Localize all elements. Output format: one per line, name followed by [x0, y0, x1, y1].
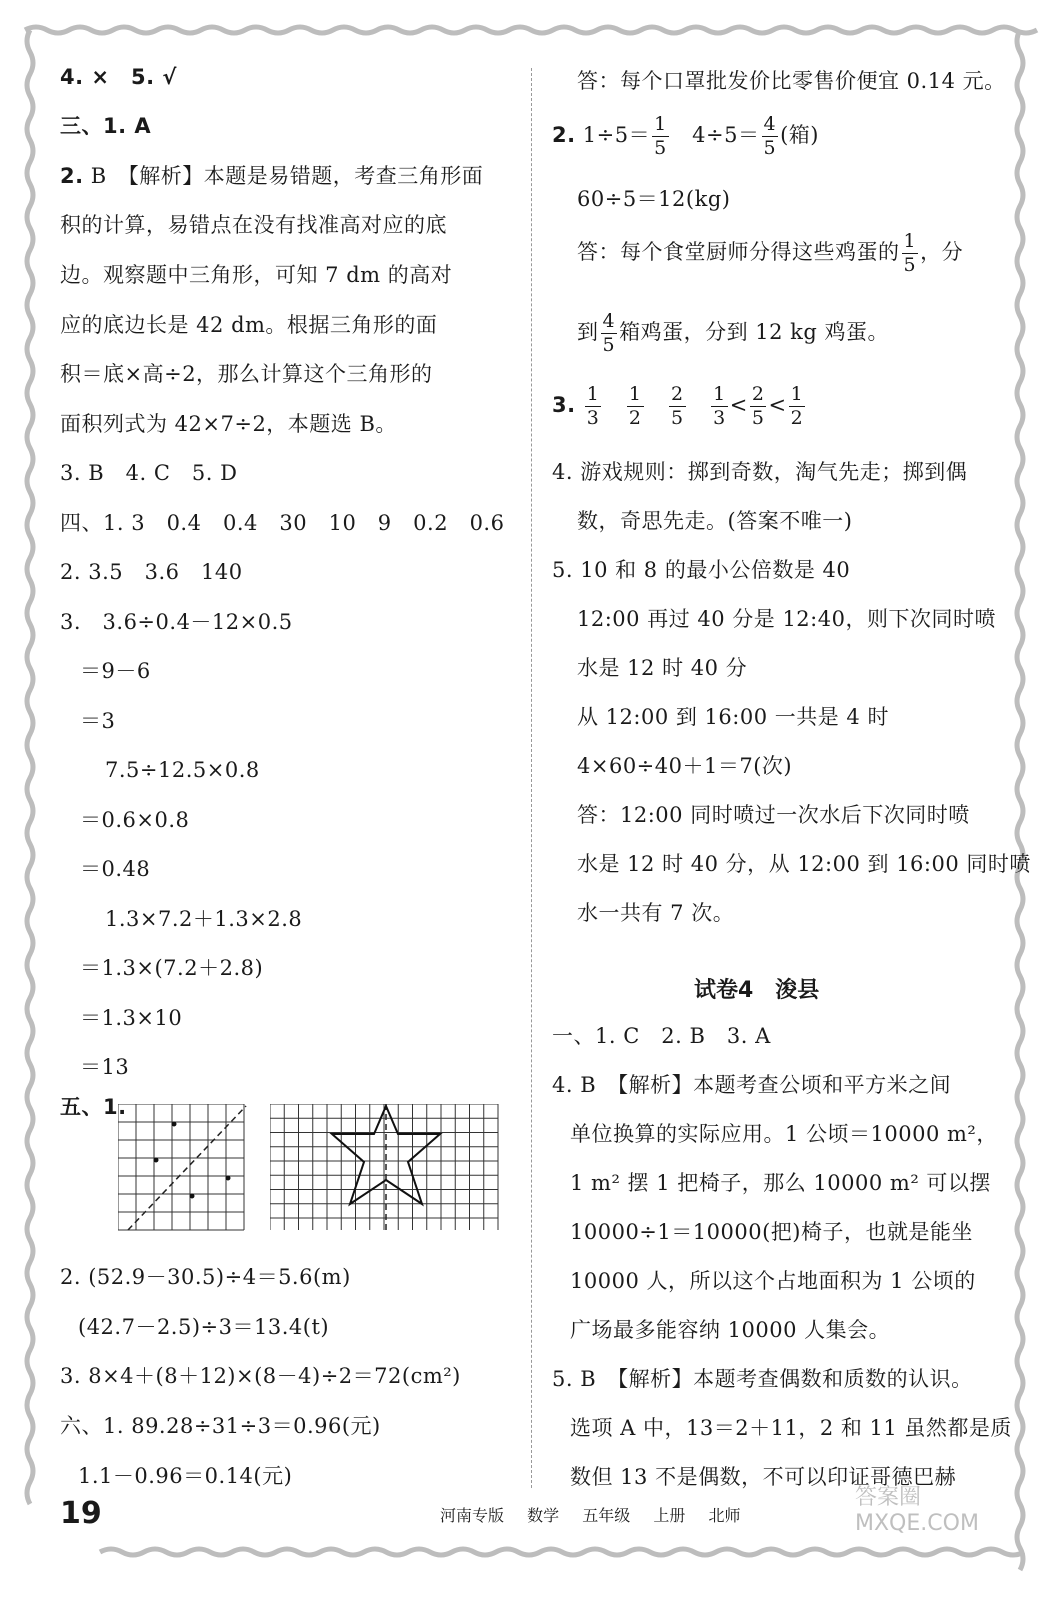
answer-line: 三、1. A: [60, 114, 152, 138]
footer-item: 五年级: [582, 1506, 631, 1525]
answer-line: 2. B 【解析】本题是易错题，考查三角形面: [60, 164, 484, 188]
calc-step: ＝0.6×0.8: [80, 808, 190, 832]
answer-line: 五、1.: [60, 1095, 127, 1119]
answer-line: 3. B 4. C 5. D: [60, 461, 238, 485]
answer-line: 应的底边长是 42 dm。根据三角形的面: [60, 313, 438, 337]
footer-item: 河南专版: [440, 1506, 505, 1525]
answer-line: 1.1－0.96＝0.14(元): [78, 1464, 293, 1488]
answer-line: (42.7－2.5)÷3＝13.4(t): [78, 1315, 330, 1339]
answer-line: 2. (52.9－30.5)÷4＝5.6(m): [60, 1265, 351, 1289]
calc-step: ＝0.48: [80, 857, 151, 881]
answer-line: 5. 10 和 8 的最小公倍数是 40: [552, 558, 851, 582]
star-grid-figure: [270, 1104, 500, 1234]
fraction: $\frac{1}{5}$: [903, 230, 917, 276]
answer-line: 60÷5＝12(kg): [577, 187, 731, 211]
answer-line: 2. 3.5 3.6 140: [60, 560, 243, 584]
answer-line: 水是 12 时 40 分，从 12:00 到 16:00 同时喷: [577, 852, 1031, 876]
answer-line: 单位换算的实际应用。1 公顷＝10000 m²，: [570, 1122, 998, 1146]
answer-line: 3. 3.6÷0.4－12×0.5: [60, 610, 293, 634]
answer-line: 水是 12 时 40 分: [577, 656, 748, 680]
answer-line: 数但 13 不是偶数，不可以印证哥德巴赫: [570, 1465, 957, 1489]
answer-line: 边。观察题中三角形，可知 7 dm 的高对: [60, 263, 453, 287]
answer-line: 广场最多能容纳 10000 人集会。: [570, 1318, 891, 1342]
answer-line: 答：每个食堂厨师分得这些鸡蛋的 $\frac{1}{5}$ ，分: [577, 230, 964, 276]
answer-line: 答：12:00 同时喷过一次水后下次同时喷: [577, 803, 970, 827]
calc-step: 7.5÷12.5×0.8: [105, 758, 260, 782]
page-number: 19: [60, 1496, 102, 1531]
answer-line: 面积列式为 42×7÷2，本题选 B。: [60, 412, 397, 436]
answer-line: 六、1. 89.28÷31÷3＝0.96(元): [60, 1414, 381, 1438]
fraction: $\frac{4}{5}$: [602, 310, 616, 356]
answer-line: 数，奇思先走。(答案不唯一): [577, 509, 853, 533]
answer-line: 选项 A 中，13＝2＋11，2 和 11 虽然都是质: [570, 1416, 1012, 1440]
answer-line: 到 $\frac{4}{5}$ 箱鸡蛋，分到 12 kg 鸡蛋。: [577, 310, 890, 356]
watermark-logo: 答案圈 MXQE.COM: [855, 1485, 979, 1536]
section-title: 试卷4 浚县: [694, 978, 820, 1003]
column-divider: [531, 68, 532, 1488]
answer-line: 4. B 【解析】本题考查公顷和平方米之间: [552, 1073, 952, 1097]
calc-step: ＝1.3×10: [80, 1006, 183, 1030]
fraction: $\frac{1}{5}$: [654, 113, 667, 159]
calc-step: ＝3: [80, 709, 116, 733]
answer-line: 10000 人，所以这个占地面积为 1 公顷的: [570, 1269, 976, 1293]
calc-step: ＝9－6: [80, 659, 151, 683]
answer-line: 答：每个口罩批发价比零售价便宜 0.14 元。: [577, 69, 1006, 93]
calc-step: ＝13: [80, 1055, 130, 1079]
footer-item: 数学: [527, 1506, 560, 1525]
footer-info: [440, 1503, 758, 1526]
answer-line: 4. × 5. √: [60, 65, 177, 89]
calc-step: ＝1.3×(7.2＋2.8): [80, 956, 264, 980]
answer-line: 4×60÷40＋1＝7(次): [577, 754, 793, 778]
answer-line: 3. $\frac{1}{3}$ $\frac{1}{2}$ $\frac{2}{5}$ $\frac{1}{3}$ < $\frac{2}{5}$ < $\frac{1}{2}$: [552, 383, 804, 429]
fraction: $\frac{4}{5}$: [763, 113, 777, 159]
footer-item: 上册: [653, 1506, 686, 1525]
answer-line: 5. B 【解析】本题考查偶数和质数的认识。: [552, 1367, 973, 1391]
answer-line: 从 12:00 到 16:00 一共是 4 时: [577, 705, 889, 729]
answer-line: 3. 8×4＋(8＋12)×(8－4)÷2＝72(cm²): [60, 1364, 461, 1388]
calc-step: 1.3×7.2＋1.3×2.8: [105, 907, 303, 931]
answer-line: 1 m² 摆 1 把椅子，那么 10000 m² 可以摆: [570, 1171, 991, 1195]
answer-line: 12:00 再过 40 分是 12:40，则下次同时喷: [577, 607, 996, 631]
answer-line: 10000÷1＝10000(把)椅子，也就是能坐: [570, 1220, 973, 1244]
answer-line: 4. 游戏规则：掷到奇数，淘气先走；掷到偶: [552, 460, 968, 484]
answer-line: 2. 1÷5＝ $\frac{1}{5}$ 4÷5＝ $\frac{4}{5}$ (箱): [552, 113, 819, 159]
answer-line: 水一共有 7 次。: [577, 901, 735, 925]
answer-line: 积的计算，易错点在没有找准高对应的底: [60, 213, 447, 237]
footer-item: 北师: [708, 1506, 741, 1525]
symmetry-grid-figure: [118, 1104, 248, 1234]
answer-line: 积＝底×高÷2，那么计算这个三角形的: [60, 362, 433, 386]
answer-line: 一、1. C 2. B 3. A: [552, 1024, 771, 1048]
answer-line: 四、1. 3 0.4 0.4 30 10 9 0.2 0.6: [60, 511, 505, 535]
